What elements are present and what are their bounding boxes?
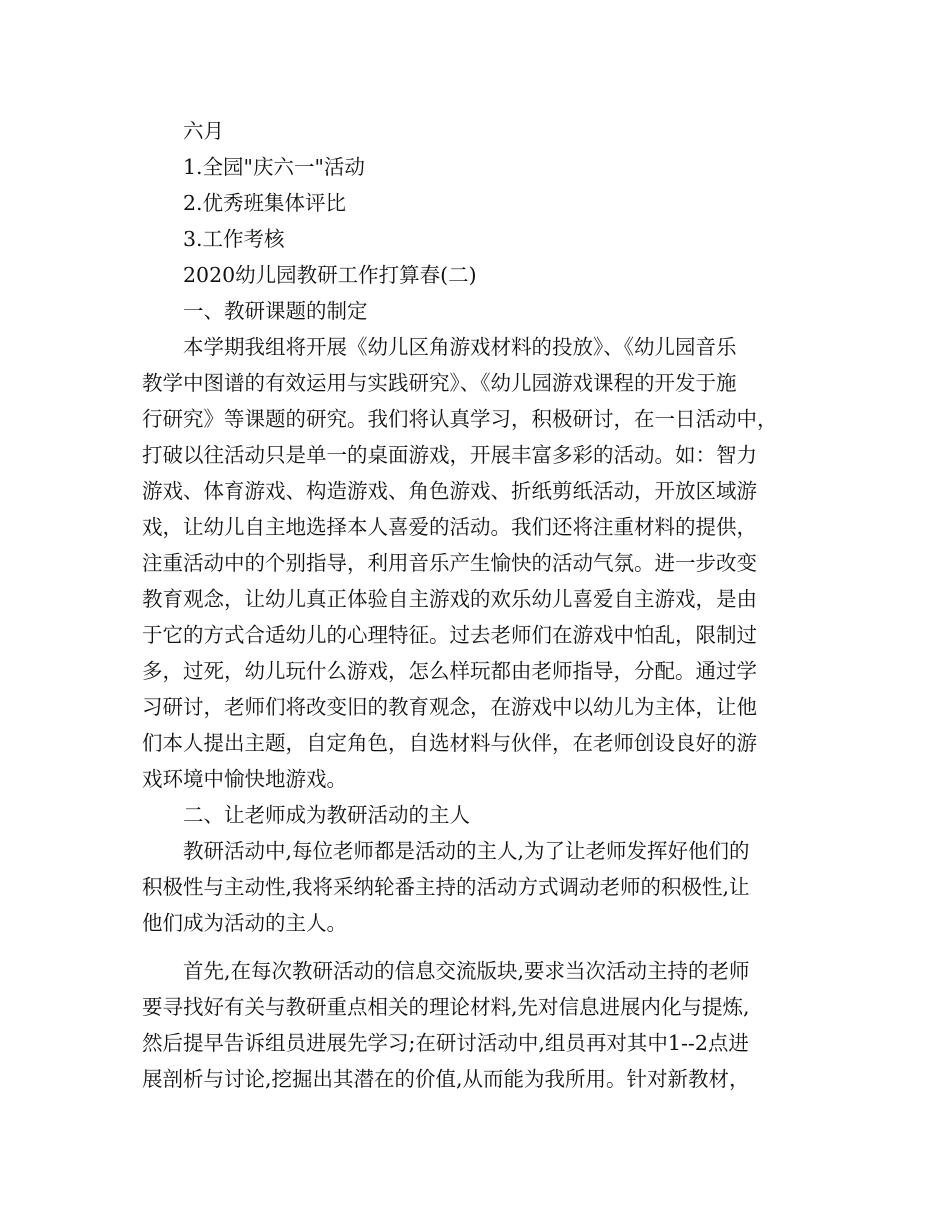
section-heading: 一、教研课题的制定 [183, 299, 368, 323]
paragraph-line: 要寻找好有关与教研重点相关的理论材料,先对信息进展内化与提炼, [142, 995, 750, 1019]
paragraph-line: 然后提早告诉组员进展先学习;在研讨活动中,组员再对其中1--2点进 [142, 1031, 749, 1055]
paragraph-line: 积极性与主动性,我将采纳轮番主持的活动方式调动老师的积极性,让 [142, 875, 750, 899]
paragraph-line: 打破以往活动只是单一的桌面游戏，开展丰富多彩的活动。如：智力 [142, 443, 757, 467]
paragraph-line: 展剖析与讨论,挖掘出其潜在的价值,从而能为我所用。针对新教材， [142, 1067, 750, 1091]
paragraph-line: 戏环境中愉快地游戏。 [142, 767, 347, 791]
list-item: 3.工作考核 [183, 227, 285, 251]
paragraph-line: 教育观念，让幼儿真正体验自主游戏的欢乐幼儿喜爱自主游戏，是由 [142, 587, 757, 611]
paragraph-line: 注重活动中的个别指导，利用音乐产生愉快的活动气氛。进一步改变 [142, 551, 757, 575]
paragraph-line: 们本人提出主题，自定角色，自选材料与伙伴，在老师创设良好的游 [142, 731, 757, 755]
paragraph-line: 于它的方式合适幼儿的心理特征。过去老师们在游戏中怕乱，限制过 [142, 623, 757, 647]
list-item: 2.优秀班集体评比 [183, 191, 347, 215]
document-body [142, 113, 814, 1097]
paragraph-line: 他们成为活动的主人。 [142, 911, 347, 935]
paragraph-line: 行研究》等课题的研究。我们将认真学习，积极研讨，在一日活动中， [142, 407, 778, 431]
paragraph-line: 教学中图谱的有效运用与实践研究》、《幼儿园游戏课程的开发于施 [142, 371, 737, 395]
paragraph-line: 习研讨，老师们将改变旧的教育观念，在游戏中以幼儿为主体，让他 [142, 695, 757, 719]
document-title: 2020幼儿园教研工作打算春(二) [183, 263, 477, 287]
section-heading: 二、让老师成为教研活动的主人 [183, 803, 470, 827]
paragraph-line: 戏，让幼儿自主地选择本人喜爱的活动。我们还将注重材料的提供， [142, 515, 757, 539]
paragraph-line: 本学期我组将开展《幼儿区角游戏材料的投放》、《幼儿园音乐 [183, 335, 737, 359]
list-item: 1.全园"庆六一"活动 [183, 155, 365, 179]
month-heading: 六月 [183, 119, 224, 143]
paragraph-line: 教研活动中,每位老师都是活动的主人,为了让老师发挥好他们的 [183, 839, 750, 863]
paragraph-line: 首先,在每次教研活动的信息交流版块,要求当次活动主持的老师 [183, 959, 750, 983]
paragraph-line: 游戏、体育游戏、构造游戏、角色游戏、折纸剪纸活动，开放区域游 [142, 479, 757, 503]
paragraph-line: 多，过死，幼儿玩什么游戏，怎么样玩都由老师指导，分配。通过学 [142, 659, 757, 683]
paragraph-gap [142, 941, 814, 953]
